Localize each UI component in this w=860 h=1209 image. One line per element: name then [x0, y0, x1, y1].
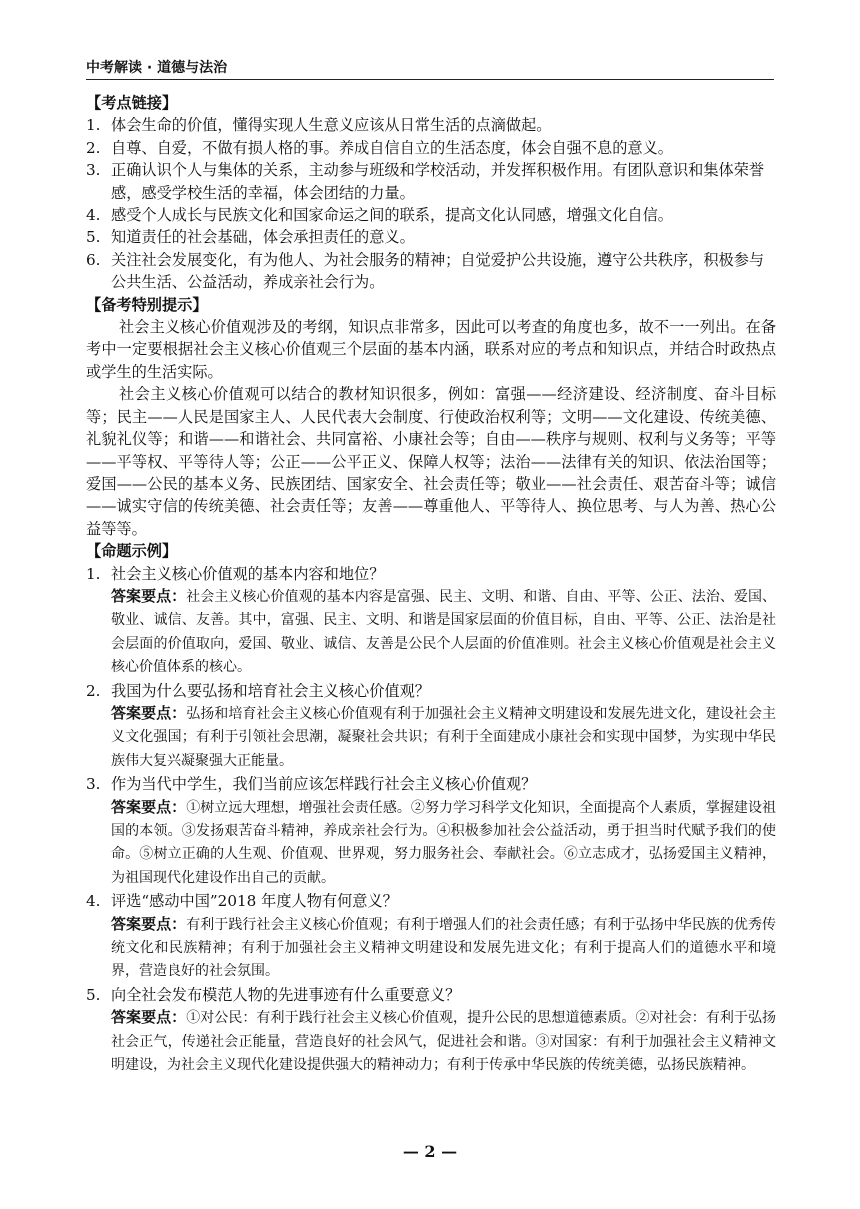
- question: 4. 评选“感动中国”2018 年度人物有何意义？: [86, 892, 398, 911]
- example-block: [86, 890, 776, 984]
- answer: 答案要点：社会主义核心价值观的基本内容是富强、民主、文明、和谐、自由、平等、公正、法治、爱国、敬业、诚信、友善。其中，富强、民主、文明、和谐是国家层面的价值目标，自由、平等、公正、法治是社会层面的价值取向，爱国、敬业、诚信、友善是公民个人层面的价值准则。社会主义核心价值观是社会主义核心价值体系的核心。: [111, 586, 776, 676]
- tips-paragraph: 社会主义核心价值观涉及的考纲，知识点非常多，因此可以考查的角度也多，故不一一列出。在备考中一定要根据社会主义核心价值观三个层面的基本内涵，联系对应的考点和知识点，并结合时政热点或学生的生活实际。: [86, 318, 776, 381]
- question: 1. 社会主义核心价值观的基本内容和地位？: [86, 564, 385, 583]
- answer-label: 答案要点：: [111, 914, 187, 933]
- answer: 答案要点：①树立远大理想，增强社会责任感。②努力学习科学文化知识，全面提高个人素质，掌握建设祖国的本领。③发扬艰苦奋斗精神，养成亲社会行为。④积极参加社会公益活动，勇于担当时代赋予我们的使命。⑤树立正确的人生观、价值观、世界观，努力服务社会、奉献社会。⑥立志成才，弘扬爱国主义精神，为祖国现代化建设作出自己的贡献。: [111, 797, 776, 886]
- example-block: [86, 773, 776, 890]
- answer: 答案要点：①对公民：有利于践行社会主义核心价值观，提升公民的思想道德素质。②对社会：有利于弘扬社会正气，传递社会正能量，营造良好的社会风气，促进社会和谐。③对国家：有利于加强社会主义精神文明建设，为社会主义现代化建设提供强大的精神动力；有利于传承中华民族的传统美德，弘扬民族精神。: [111, 1008, 776, 1074]
- answer-label: 答案要点：: [111, 586, 187, 605]
- header-rule: [86, 79, 774, 80]
- answer: 答案要点：弘扬和培育社会主义核心价值观有利于加强社会主义精神文明建设和发展先进文化，建设社会主义文化强国；有利于引领社会思潮，凝聚社会共识；有利于全面建成小康社会和实现中国梦，为实现中华民族伟大复兴凝聚强大正能量。: [111, 703, 776, 769]
- list-item: 5. 知道责任的社会基础，体会承担责任的意义。: [86, 228, 415, 247]
- answer-label: 答案要点：: [111, 797, 187, 816]
- section-title-examples: 【命题示例】: [86, 542, 178, 561]
- section-title-links: 【考点链接】: [86, 94, 178, 112]
- page-content: [86, 92, 776, 1077]
- links-list: [86, 114, 776, 293]
- question: 5. 向全社会发布模范人物的先进事迹有什么重要意义？: [86, 985, 461, 1004]
- example-block: [86, 680, 776, 774]
- tips-paragraph: 社会主义核心价值观可以结合的教材知识很多，例如：富强——经济建设、经济制度、奋斗目标等；民主——人民是国家主人、人民代表大会制度、行使政治权利等；文明——文化建设、传统美德、礼貌礼仪等；和谐——和谐社会、共同富裕、小康社会等；自由——秩序与规则、权利与义务等；平等——平等权、平等待人等；公正——公平正义、保障人权等；法治——法律有关的知识、依法治国等；爱国——公民的基本义务、民族团结、国家安全、社会责任等；敬业——社会责任、艰苦奋斗等；诚信——诚实守信的传统美德、社会责任等；友善——尊重他人、平等待人、换位思考、与人为善、热心公益等等。: [86, 385, 776, 538]
- list-item: 3. 正确认识个人与集体的关系，主动参与班级和学校活动，并发挥积极作用。有团队意识和集体荣誉感，感受学校生活的幸福，体会团结的力量。: [86, 161, 765, 202]
- question: 2. 我国为什么要弘扬和培育社会主义核心价值观？: [86, 681, 430, 700]
- section-title-tips: 【备考特别提示】: [86, 295, 208, 314]
- answer: 答案要点：有利于践行社会主义核心价值观；有利于增强人们的社会责任感；有利于弘扬中华民族的优秀传统文化和民族精神；有利于加强社会主义精神文明建设和发展先进文化；有利于提高人们的道德水平和境界，营造良好的社会氛围。: [111, 914, 776, 980]
- list-item: 6. 关注社会发展变化，有为他人、为社会服务的精神；自觉爱护公共设施，遵守公共秩序，积极参与公共生活、公益活动，养成亲社会行为。: [86, 250, 765, 292]
- list-item: 2. 自尊、自爱，不做有损人格的事。养成自信自立的生活态度，体会自强不息的意义。: [86, 138, 673, 157]
- running-header: 中考解读 · 道德与法治: [86, 60, 228, 76]
- example-block: [86, 984, 776, 1078]
- list-item: 1. 体会生命的价值，懂得实现人生意义应该从日常生活的点滴做起。: [86, 116, 552, 135]
- answer-label: 答案要点：: [111, 703, 187, 722]
- question: 3. 作为当代中学生，我们当前应该怎样践行社会主义核心价值观？: [86, 775, 537, 794]
- page-number: — 2 —: [402, 1142, 458, 1161]
- list-item: 4. 感受个人成长与民族文化和国家命运之间的联系，提高文化认同感，增强文化自信。: [86, 206, 673, 225]
- example-block: [86, 563, 776, 680]
- answer-label: 答案要点：: [111, 1008, 187, 1027]
